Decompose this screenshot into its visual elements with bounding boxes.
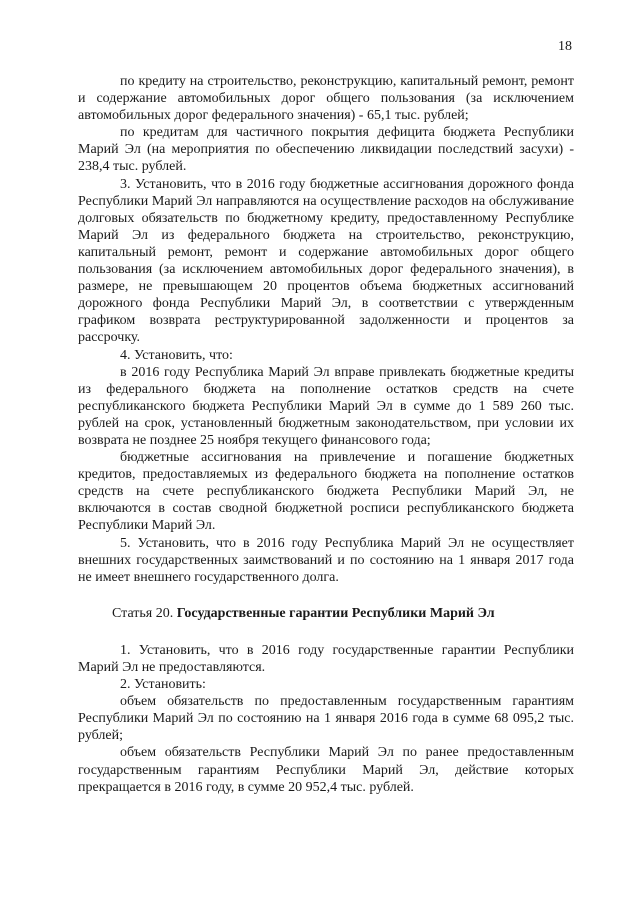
paragraph-guarantees-2016: объем обязательств по предоставленным государственным гарантиям Республики Марий Эл по состоянию на 1 января 2016 года в сумме 68 095,2 тыс. рублей; (78, 694, 574, 744)
page-number: 18 (558, 39, 572, 54)
paragraph-guarantees-terminated: объем обязательств Республики Марий Эл по ранее предоставленным государственным гарантиям Республики Марий Эл, действие которых прекращается в 2016 году, в сумме 20 952,4 тыс. рублей. (78, 745, 574, 795)
article-prefix: Статья 20. (112, 605, 177, 621)
paragraph-loan-deficit: по кредитам для частичного покрытия дефицита бюджета Республики Марий Эл (на мероприятия по обеспечению ликвидации последствий засухи) - 238,4 тыс. рублей. (78, 125, 574, 175)
paragraph-item-3: 3. Установить, что в 2016 году бюджетные ассигнования дорожного фонда Республики Марий Эл направляются на осуществление расходов на обслуживание долговых обязательств по бюджетному кредиту, предоставленному Республике Марий Эл из федерального бюджета на строительство, реконструкцию, капитальный ремонт, ремонт и содержание автомобильных дорог общего пользования (за исключением автомобильных дорог федерального значения), в размере, не превышающем 20 процентов объема бюджетных ассигнований дорожного фонда Республики Марий Эл, в соответствии с утвержденным графиком возврата реструктурированной задолженности и процентов за рассрочку. (78, 176, 574, 346)
paragraph-article-item-1: 1. Установить, что в 2016 году государственные гарантии Республики Марий Эл не предоставляются. (78, 642, 574, 675)
paragraph-loan-roads: по кредиту на строительство, реконструкцию, капитальный ремонт, ремонт и содержание автомобильных дорог общего пользования (за исключением автомобильных дорог федерального значения) - 65,1 тыс. рублей; (78, 74, 574, 124)
paragraph-item-4: 4. Установить, что: (120, 347, 233, 363)
document-body (78, 73, 574, 796)
paragraph-article-item-2: 2. Установить: (120, 677, 206, 693)
paragraph-item-4-credits: в 2016 году Республика Марий Эл вправе привлекать бюджетные кредиты из федерального бюджета на пополнение остатков средств на счете республиканского бюджета Республики Марий Эл в сумме до 1 589 260 тыс. рублей на срок, установленный бюджетным законодательством, при условии их возврата не позднее 25 ноября текущего финансового года; (78, 364, 574, 448)
paragraph-item-4-allocations: бюджетные ассигнования на привлечение и погашение бюджетных кредитов, предоставляемых из федерального бюджета на пополнение остатков средств на счете республиканского бюджета Республики Марий Эл, не включаются в состав сводной бюджетной росписи республиканского бюджета Республики Марий Эл. (78, 450, 574, 534)
article-title: Государственные гарантии Республики Марий Эл (176, 605, 495, 621)
paragraph-item-5: 5. Установить, что в 2016 году Республика Марий Эл не осуществляет внешних государственных заимствований и по состоянию на 1 января 2017 года не имеет внешнего государственного долга. (78, 535, 574, 585)
article-heading (78, 605, 574, 622)
